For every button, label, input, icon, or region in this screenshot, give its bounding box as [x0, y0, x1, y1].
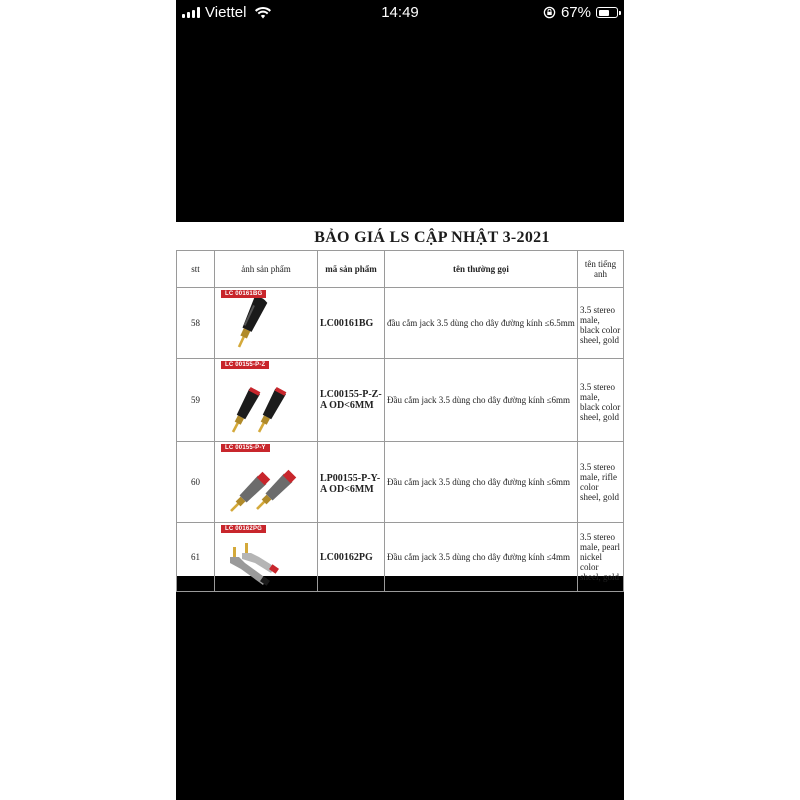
- price-list-document: [176, 222, 624, 582]
- header-name: tên thường gọi: [385, 251, 578, 288]
- product-name: Đầu cắm jack 3.5 dùng cho dây đường kính ≤6mm: [385, 442, 578, 523]
- carrier-name: Viettel: [205, 4, 247, 21]
- battery-percent: 67%: [560, 4, 591, 21]
- product-code: LC00162PG: [318, 523, 385, 592]
- jack-plug-pair-icon: [215, 443, 313, 519]
- product-tag: LC 00155-P-Z: [221, 361, 269, 369]
- row-stt: 58: [177, 288, 215, 359]
- table-row: [177, 523, 624, 592]
- price-table: [176, 250, 624, 592]
- product-name: Đầu cắm jack 3.5 dùng cho dây đường kính ≤4mm: [385, 523, 578, 592]
- row-stt: 59: [177, 359, 215, 442]
- header-code: mã sản phẩm: [318, 251, 385, 288]
- product-image: [215, 523, 318, 592]
- product-image: [215, 288, 318, 359]
- product-image: [215, 442, 318, 523]
- product-tag: LC 00161BG: [221, 290, 266, 298]
- product-name: đầu cắm jack 3.5 dùng cho dây đường kính ≤6.5mm: [385, 288, 578, 359]
- header-image: ảnh sản phẩm: [215, 251, 318, 288]
- status-right: [543, 4, 618, 21]
- product-english-name: 3.5 stereo male, pearl nickel color sheel, gold: [578, 523, 624, 592]
- product-english-name: 3.5 stereo male, black color sheel, gold: [578, 288, 624, 359]
- clock: 14:49: [381, 4, 419, 21]
- row-stt: 60: [177, 442, 215, 523]
- product-code: LC00155-P-Z-A OD<6MM: [318, 359, 385, 442]
- product-tag: LC 00162PG: [221, 525, 266, 533]
- status-bar: [176, 0, 624, 26]
- product-english-name: 3.5 stereo male, rifle color sheel, gold: [578, 442, 624, 523]
- table-row: [177, 288, 624, 359]
- product-image: [215, 359, 318, 442]
- product-english-name: 3.5 stereo male, black color sheel, gold: [578, 359, 624, 442]
- jack-plug-pair-icon: [215, 360, 313, 438]
- jack-plug-icon: [215, 289, 313, 355]
- battery-icon: [596, 7, 618, 18]
- header-english: tên tiếng anh: [578, 251, 624, 288]
- table-row: [177, 442, 624, 523]
- document-title: BẢO GIÁ LS CẬP NHẬT 3-2021: [314, 229, 550, 246]
- table-row: [177, 359, 624, 442]
- product-name: Đầu cắm jack 3.5 dùng cho dây đường kính ≤6mm: [385, 359, 578, 442]
- rotation-lock-icon: [543, 6, 556, 19]
- product-code: LC00161BG: [318, 288, 385, 359]
- row-stt: 61: [177, 523, 215, 592]
- product-code: LP00155-P-Y-A OD<6MM: [318, 442, 385, 523]
- table-header-row: [177, 251, 624, 288]
- header-stt: stt: [177, 251, 215, 288]
- product-tag: LC 00155-P-Y: [221, 444, 270, 452]
